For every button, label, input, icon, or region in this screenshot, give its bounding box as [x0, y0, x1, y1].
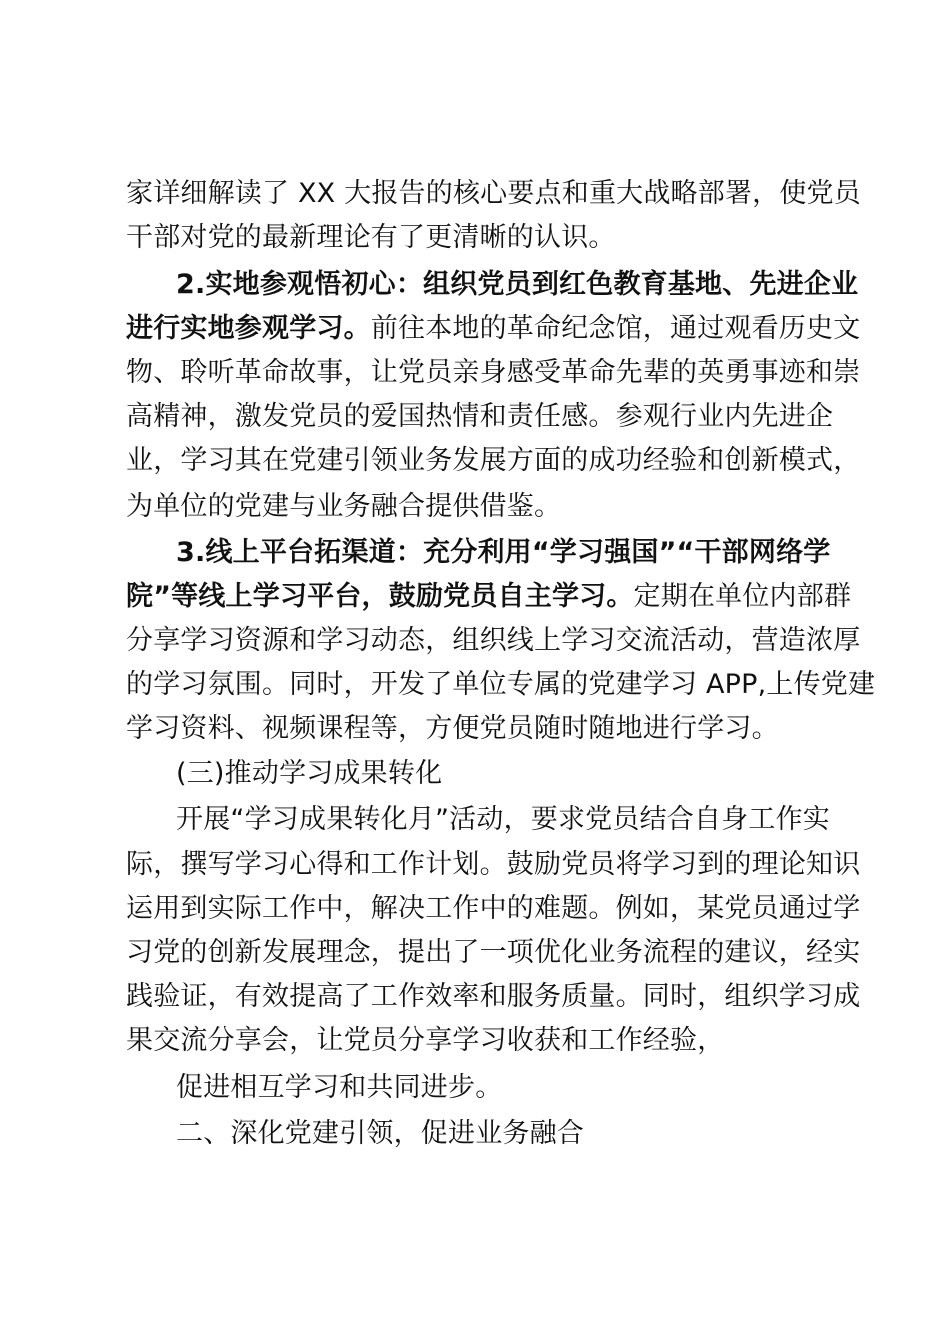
text-segment: 果交流分享会，让党员分享学习收获和工作经验， — [126, 1025, 725, 1056]
text-segment: 3.线上平台拓渠道：充分利用“学习强国”“干部网络学 — [176, 537, 831, 568]
text-line — [126, 975, 860, 1019]
text-line — [126, 485, 561, 529]
subheading-line — [176, 531, 830, 575]
bold-segment: 进行实地参观学习。 — [126, 313, 371, 344]
text-segment: 2.实地参观悟初心：组织党员到红色教育基地、先进企业 — [176, 269, 859, 300]
text-segment: (三)推动学习成果转化 — [176, 758, 443, 789]
text-line — [126, 887, 860, 931]
text-segment: 家详细解读了 XX 大报告的核心要点和重大战略部署，使党员 — [126, 178, 861, 209]
section-heading — [176, 1112, 584, 1156]
text-line — [126, 351, 860, 395]
text-line — [126, 619, 860, 663]
text-segment: 学习资料、视频课程等，方便党员随时随地进行学习。 — [126, 713, 779, 744]
text-line — [126, 1019, 724, 1063]
text-line — [126, 395, 833, 439]
text-line — [126, 931, 860, 975]
text-line — [176, 798, 830, 842]
text-segment: 运用到实际工作中，解决工作中的难题。例如，某党员通过学 — [126, 893, 861, 924]
text-line — [126, 439, 860, 483]
text-line — [126, 843, 860, 887]
text-line — [176, 1066, 502, 1110]
text-segment: 业，学习其在党建引领业务发展方面的成功经验和创新模式， — [126, 445, 861, 476]
text-segment: 开展“学习成果转化月”活动，要求党员结合自身工作实 — [176, 804, 830, 835]
text-line — [126, 663, 875, 707]
text-segment: 的学习氛围。同时，开发了单位专属的党建学习 APP,上传党建 — [126, 669, 876, 700]
text-segment: 习党的创新发展理念，提出了一项优化业务流程的建议，经实 — [126, 937, 861, 968]
text-segment: 高精神，激发党员的爱国热情和责任感。参观行业内先进企 — [126, 401, 834, 432]
text-line — [126, 307, 860, 351]
text-segment: 二、深化党建引领，促进业务融合 — [176, 1118, 584, 1149]
text-line — [126, 575, 851, 619]
text-line — [126, 707, 779, 751]
text-segment: 促进相互学习和共同进步。 — [176, 1072, 503, 1103]
text-segment: 干部对党的最新理论有了更清晰的认识。 — [126, 222, 616, 253]
text-segment: 际，撰写学习心得和工作计划。鼓励党员将学习到的理论知识 — [126, 849, 861, 880]
text-segment: 分享学习资源和学习动态，组织线上学习交流活动，营造浓厚 — [126, 625, 861, 656]
subheading-line — [176, 263, 858, 307]
text-segment: 定期在单位内部群 — [633, 581, 852, 612]
bold-segment: 院”等线上学习平台，鼓励党员自主学习。 — [126, 581, 634, 612]
text-segment: 物、聆听革命故事，让党员亲身感受革命先辈的英勇事迹和崇 — [126, 357, 861, 388]
text-segment: 为单位的党建与业务融合提供借鉴。 — [126, 491, 562, 522]
text-line — [126, 216, 616, 260]
text-line — [126, 172, 861, 216]
text-segment: 践验证，有效提高了工作效率和服务质量。同时，组织学习成 — [126, 981, 861, 1012]
section-heading — [176, 752, 442, 796]
text-segment: 前往本地的革命纪念馆，通过观看历史文 — [370, 313, 861, 344]
